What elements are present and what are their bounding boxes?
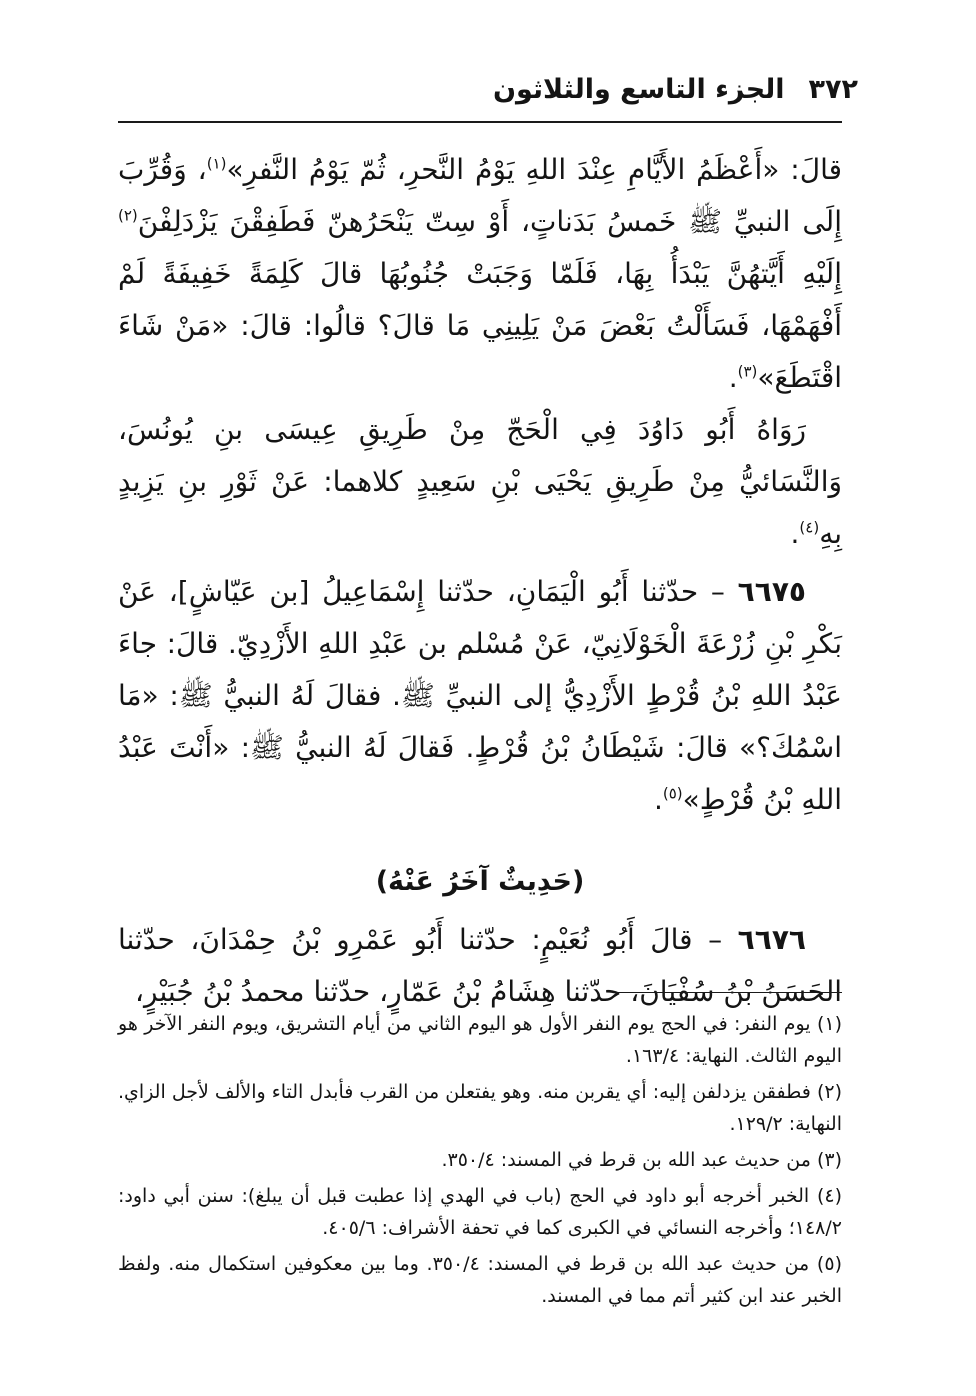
footnotes (118, 1008, 842, 1316)
footnote-text: الخبر أخرجه أبو داود في الحج (باب في الهدي إذا عطبت قبل أن يبلغ): سنن أبي داود: ١٤٨/٢؛ وأخرجه النسائي في الكبرى كما في تحفة الأشراف: ٤٠٥/٦. (118, 1185, 842, 1239)
footnote-item (118, 1144, 842, 1176)
hadith-number: ٦٦٧٦ (737, 923, 806, 956)
footnote-text: من حديث عبد الله بن قرط في المسند: ٣٥٠/٤. وما بين معكوفين استكمال منه. ولفظ الخبر عند ابن كثير أتم مما في المسند. (118, 1253, 842, 1307)
text-segment: . (653, 783, 663, 816)
header-rule (118, 121, 842, 123)
paragraph-hadith-6676 (118, 914, 842, 1018)
footnote-ref-3[interactable]: (٣) (737, 362, 758, 381)
paragraph-narration (118, 404, 842, 560)
footnote-number: (٤) (816, 1185, 842, 1207)
footnote-ref-4[interactable]: (٤) (799, 518, 820, 537)
footnote-text: فطفقن يزدلفن إليه: أي يقربن منه. وهو يفتعلن من القرب فأبدل التاء والألف لأجل الزاي. النهاية: ١٢٩/٢. (118, 1081, 842, 1135)
text-segment: . (790, 517, 800, 550)
text-segment: ، وَقُرِّبَ إِلَى النبيِّ ﷺ خَمسُ بَدَناتٍ، أَوْ سِتّ يَنْحَرُهنّ فَطَفِقْنَ يَزْدَلِفْنَ (118, 153, 842, 238)
footnote-item (118, 1008, 842, 1072)
paragraph-hadith-6675 (118, 566, 842, 826)
text-segment: – قالَ أَبُو نُعَيْمٍ: حدّثنا أَبُو عَمْرِو بْنُ حِمْدَانَ، حدّثنا الحَسَنُ بْنُ سُفْيَانَ، حدّثنا هِشَامُ بْنُ عَمّارٍ، حدّثنا محمدُ بْنُ جُبَيْرٍ، (118, 923, 842, 1008)
footnote-text: يوم النفر: في الحج يوم النفر الأول هو اليوم الثاني من أيام التشريق، ويوم النفر الآخر هو اليوم الثالث. النهاية: ١٦٣/٤. (118, 1013, 842, 1067)
paragraph-hadith-text (118, 144, 842, 404)
footnote-number: (٥) (816, 1253, 842, 1275)
text-segment: قالَ: «أَعْظَمُ الأَيَّامِ عِنْدَ اللهِ يَوْمُ النَّحرِ، ثُمّ يَوْمُ النَّفرِ» (226, 153, 843, 186)
footnote-number: (١) (816, 1013, 842, 1035)
page-header (118, 70, 858, 118)
page-number: ٣٧٢ (808, 74, 858, 105)
footnote-text: من حديث عبد الله بن قرط في المسند: ٣٥٠/٤. (441, 1149, 811, 1171)
footnote-ref-2[interactable]: (٢) (118, 206, 138, 225)
running-title: الجزء التاسع والثلاثون (492, 74, 785, 105)
hadith-number: ٦٦٧٥ (737, 575, 806, 608)
footnote-ref-5[interactable]: (٥) (662, 784, 683, 803)
main-text (118, 144, 842, 1018)
footnote-separator (616, 992, 842, 993)
footnote-item (118, 1076, 842, 1140)
footnote-ref-1[interactable]: (١) (206, 154, 227, 173)
footnote-number: (٢) (816, 1081, 842, 1103)
footnote-item (118, 1248, 842, 1312)
section-heading: (حَدِيثٌ آخَرُ عَنْهُ) (375, 866, 585, 897)
footnote-item (118, 1180, 842, 1244)
text-segment: . (728, 361, 738, 394)
text-segment: رَوَاهُ أَبُو دَاوُدَ فِي الْحَجّ مِنْ طَرِيقِ عِيسَى بنِ يُونُسَ، وَالنَّسَائيُّ مِنْ طَرِيقِ يَحْيَى بْنِ سَعِيدٍ كلاهما: عَنْ ثَوْرِ بنِ يَزِيدٍ بِهِ (118, 413, 842, 550)
text-segment: – حدّثنا أَبُو الْيَمَانِ، حدّثنا إِسْمَاعِيلُ [بن عَيّاشٍ]، عَنْ بَكْرِ بْنِ زُرْعَةَ الْخَوْلَانِيّ، عَنْ مُسْلم بن عَبْدِ اللهِ الأَزْدِيّ. قالَ: جاءَ عَبْدُ اللهِ بْنُ قُرْطٍ الأَزْدِيُّ إلى النبيِّ ﷺ. فقالَ لَهُ النبيُّ ﷺ: «مَا اسْمُكَ؟» قالَ: شَيْطَانُ بْنُ قُرْطٍ. فَقالَ لَهُ النبيُّ ﷺ: «أَنْتَ عَبْدُ اللهِ بْنُ قُرْطٍ» (118, 575, 842, 816)
footnote-number: (٣) (816, 1149, 842, 1171)
text-segment: إِلَيْهِ أَيَّتهُنَّ يَبْدَأُ بِهَا، فَلَمّا وَجَبَتْ جُنُوبُهَا قالَ كَلِمَةً خَفِيفَةً لَمْ أَفْهَمْهَا، فَسَأَلْتُ بَعْضَ مَنْ يَلِينِي مَا قالَ؟ قالُوا: قالَ: «مَنْ شَاءَ اقْتَطَعَ» (118, 257, 842, 394)
